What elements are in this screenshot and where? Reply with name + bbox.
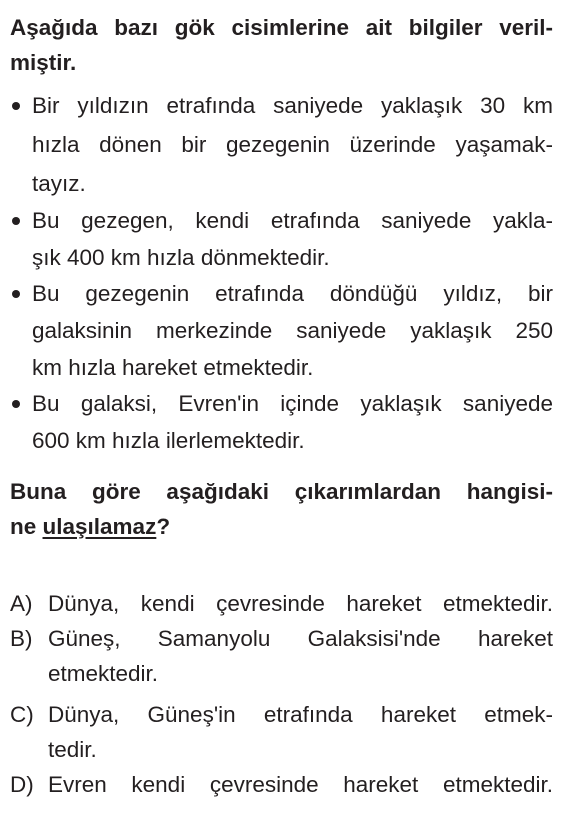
bullet-dot [12,400,20,408]
bullet-1-line-3: tayız. [32,171,86,196]
option-a-text: Dünya, kendi çevresinde hareket etmektedir. [48,591,553,616]
bullet-3-line-1: Bu gezegenin etrafında döndüğü yıldız, bir [32,281,553,306]
bullet-4-line-2: 600 km hızla ilerlemektedir. [32,428,305,453]
option-c-text-line-2: tedir. [48,737,97,762]
option-a-letter: A) [10,591,33,616]
bullet-1-line-1: Bir yıldızın etrafında saniyede yaklaşık 30 km [32,93,553,118]
intro-line-2: miştir. [10,50,77,75]
bullet-3-line-2: galaksinin merkezinde saniyede yaklaşık 250 [32,318,553,343]
bullet-2-line-1: Bu gezegen, kendi etrafında saniyede yakla- [32,208,553,233]
option-c-text-line-1: Dünya, Güneş'in etrafında hareket etmek- [48,702,553,727]
question-mark: ? [156,514,171,539]
intro-line-1: Aşağıda bazı gök cisimlerine ait bilgiler veril- [10,15,553,40]
question-line-1: Buna göre aşağıdaki çıkarımlardan hangisi- [10,479,553,504]
bullet-1-line-2: hızla dönen bir gezegenin üzerinde yaşamak- [32,132,553,157]
bullet-4-line-1: Bu galaksi, Evren'in içinde yaklaşık saniyede [32,391,553,416]
option-b-letter: B) [10,626,33,651]
option-d-text: Evren kendi çevresinde hareket etmektedir. [48,772,553,797]
question-prefix: ne [10,514,43,539]
bullet-dot [12,290,20,298]
option-b-text-line-2: etmektedir. [48,661,159,686]
question-underlined-word: ulaşılamaz [42,514,157,539]
option-b-text-line-1: Güneş, Samanyolu Galaksisi'nde hareket [48,626,553,651]
option-d-letter: D) [10,772,34,797]
question-line-2 [10,516,170,539]
bullet-3-line-3: km hızla hareket etmektedir. [32,355,314,380]
bullet-dot [12,102,20,110]
option-c-letter: C) [10,702,34,727]
bullet-dot [12,217,20,225]
bullet-2-line-2: şık 400 km hızla dönmektedir. [32,245,330,270]
